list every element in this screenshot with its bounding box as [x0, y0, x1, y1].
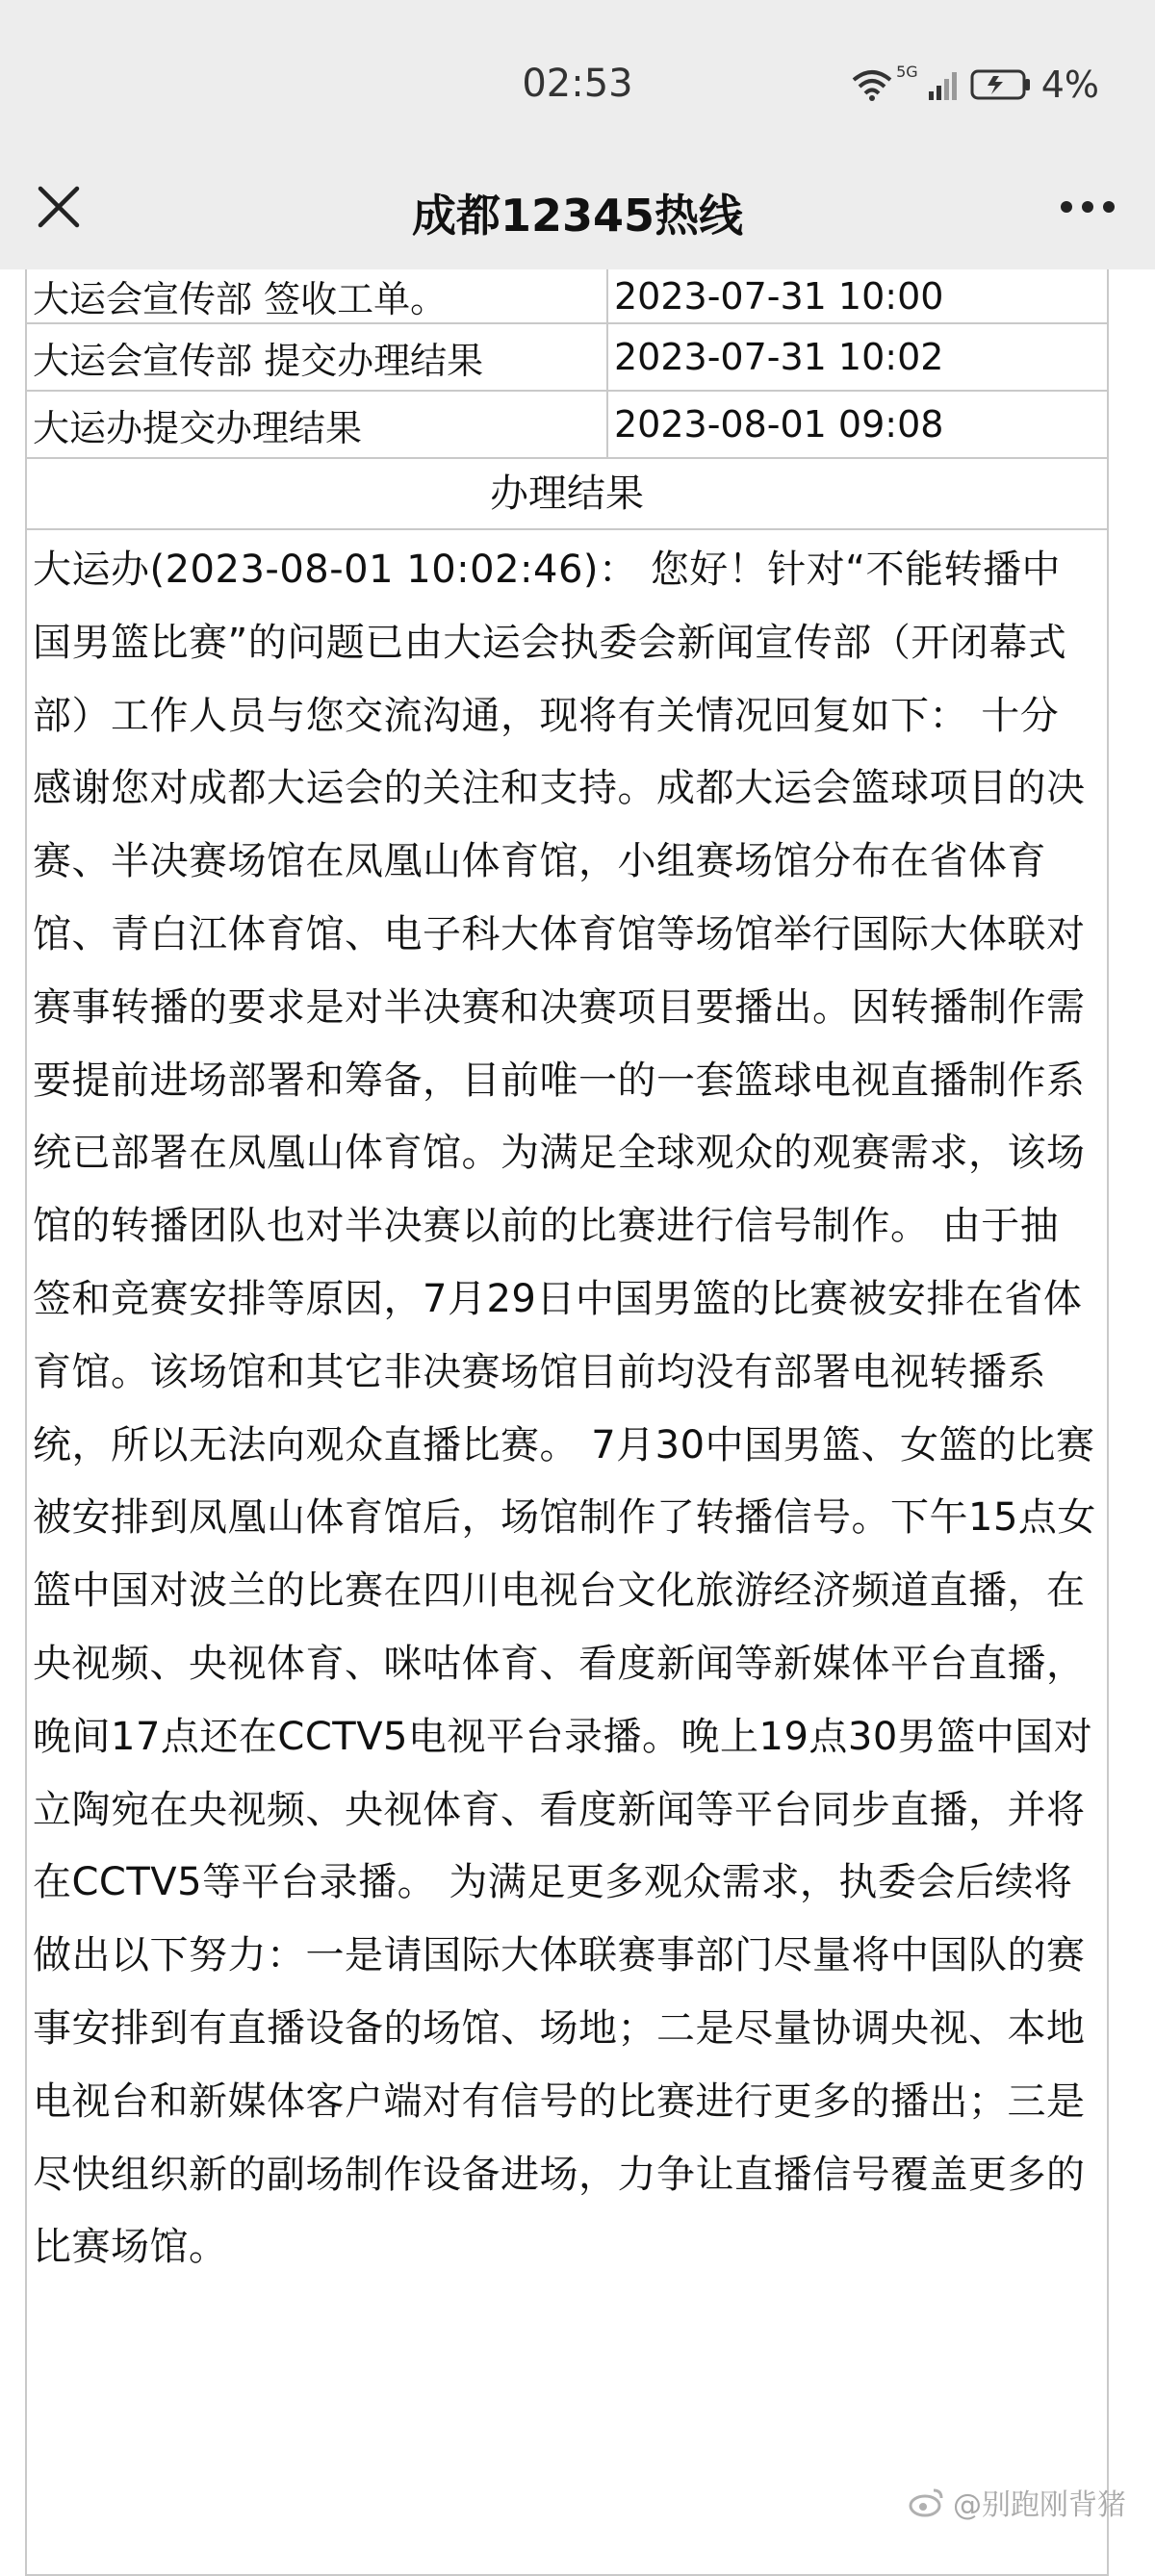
- signal-icon: [928, 68, 961, 101]
- battery-percent: 4%: [1040, 64, 1099, 106]
- table-row: [26, 323, 1108, 391]
- more-dots-icon: [1059, 200, 1116, 214]
- status-indicators: [852, 64, 1099, 106]
- title-bar: [0, 154, 1155, 269]
- status-time: 02:53: [522, 62, 633, 106]
- result-section: [25, 459, 1109, 2576]
- wifi-icon: [852, 68, 892, 101]
- page-title: 成都12345热线: [411, 190, 744, 242]
- log-action: 大运会宣传部 签收工单。: [26, 269, 607, 323]
- result-heading: 办理结果: [27, 459, 1107, 530]
- weibo-logo-icon: [909, 2487, 945, 2517]
- watermark: [909, 2481, 1126, 2523]
- table-row: [26, 269, 1108, 323]
- watermark-text: @别跑刚背猪: [953, 2488, 1126, 2522]
- table-row: [26, 391, 1108, 458]
- log-action: 大运会宣传部 提交办理结果: [26, 323, 607, 391]
- network-type: 5G: [896, 62, 918, 81]
- more-button[interactable]: [1049, 177, 1126, 237]
- log-time: 2023-08-01 09:08: [607, 391, 1108, 458]
- battery-icon: [970, 68, 1032, 101]
- page-content: [25, 269, 1109, 2576]
- process-log-table: [25, 269, 1109, 459]
- log-action: 大运办提交办理结果: [26, 391, 607, 458]
- status-bar: [0, 0, 1155, 173]
- result-text: 大运办(2023-08-01 10:02:46)： 您好！针对“不能转播中国男篮比赛”的问题已由大运会执委会新闻宣传部（开闭幕式部）工作人员与您交流沟通，现将有关情况回复如下： 十分感谢您对成都大运会的关注和支持。成都大运会篮球项目的决赛、半决赛场馆在凤凰山体育馆，小组赛场馆分布在省体育馆、青白江体育馆、电子科大体育馆等场馆举行国际大体联对赛事转播的要求是对半决赛和决赛项目要播出。因转播制作需要提前进场部署和筹备，目前唯一的一套篮球电视直播制作系统已部署在凤凰山体育馆。为满足全球观众的观赛需求，该场馆的转播团队也对半决赛以前的比赛进行信号制作。 由于抽签和竞赛安排等原因，7月29日中国男篮的比赛被安排在省体育馆。该场馆和其它非决赛场馆目前均没有部署电视转播系统，所以无法向观众直播比赛。 7月30中国男篮、女篮的比赛被安排到凤凰山体育馆后，场馆制作了转播信号。下午15点女篮中国对波兰的比赛在四川电视台文化旅游经济频道直播，在央视频、央视体育、咪咕体育、看度新闻等新媒体平台直播，晚间17点还在CCTV5电视平台录播。晚上19点30男篮中国对立陶宛在央视频、央视体育、看度新闻等平台同步直播，并将在CCTV5等平台录播。 为满足更多观众需求，执委会后续将做出以下努力：一是请国际大体联赛事部门尽量将中国队的赛事安排到有直播设备的场馆、场地；二是尽量协调央视、本地电视台和新媒体客户端对有信号的比赛进行更多的播出；三是尽快组织新的副场制作设备进场，力争让直播信号覆盖更多的比赛场馆。: [33, 548, 1096, 2270]
- log-time: 2023-07-31 10:02: [607, 323, 1108, 391]
- log-time: 2023-07-31 10:00: [607, 269, 1108, 323]
